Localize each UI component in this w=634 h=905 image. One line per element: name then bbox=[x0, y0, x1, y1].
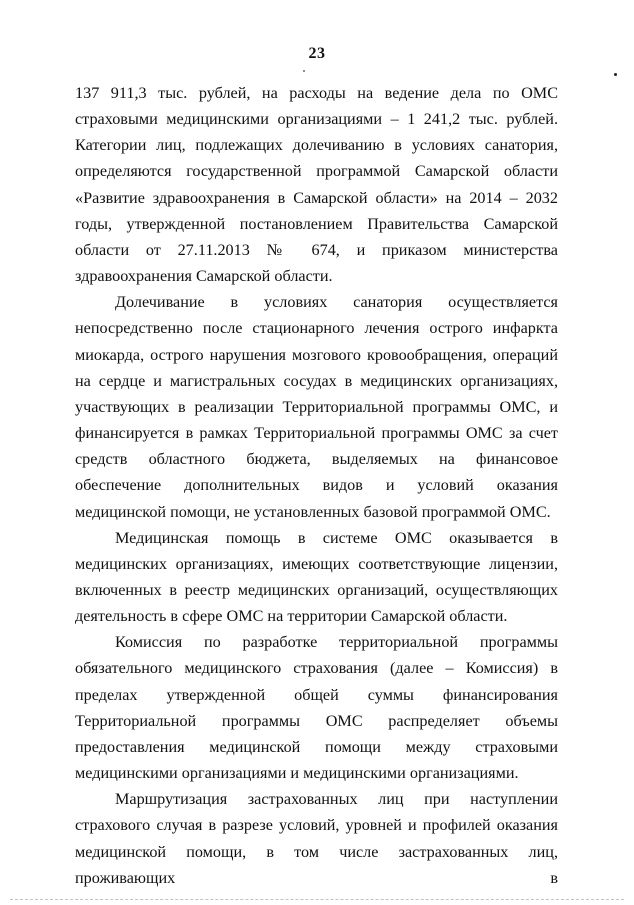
paragraph: 137 911,3 тыс. рублей, на расходы на ведение дела по ОМС страховыми медицинскими организациями – 1 241,2 тыс. рублей. Категории лиц, подлежащих долечиванию в условиях санатория, определяются государственной программой Самарской области «Развитие здравоохранения в Самарской области» на 2014 – 2032 годы, утвержденной постановлением Правительства Самарской области от 27.11.2013 № 674, и приказом министерства здравоохранения Самарской области. bbox=[75, 84, 558, 286]
paragraph: Комиссия по разработке территориальной программы обязательного медицинского страхования (далее – Комиссия) в пределах утвержденной общей суммы финансирования Территориальной программы ОМС распределяет объемы предоставления медицинской помощи между страховыми медицинскими организациями и медицинскими организациями. bbox=[75, 633, 558, 783]
document-body bbox=[75, 80, 558, 891]
scan-speck bbox=[303, 70, 305, 72]
page-edge-rule bbox=[10, 899, 624, 900]
paragraph: Маршрутизация застрахованных лиц при наступлении страхового случая в разрезе условий, уровней и профилей оказания медицинской помощи, в том числе застрахованных лиц, проживающих в bbox=[75, 790, 558, 887]
scan-speck bbox=[614, 73, 617, 76]
paragraph: Медицинская помощь в системе ОМС оказывается в медицинских организациях, имеющих соответствующие лицензии, включенных в реестр медицинских организаций, осуществляющих деятельность в сфере ОМС на территории Самарской области. bbox=[75, 528, 558, 626]
paragraph: Долечивание в условиях санатория осуществляется непосредственно после стационарного лечения острого инфаркта миокарда, острого нарушения мозгового кровообращения, операций на сердце и магистральных сосудах в медицинских организациях, участвующих в реализации Территориальной программы ОМС, и финансируется в рамках Территориальной программы ОМС за счет средств областного бюджета, выделяемых на финансовое обеспечение дополнительных видов и условий оказания медицинской помощи, не установленных базовой программой ОМС. bbox=[75, 293, 558, 521]
page-number: 23 bbox=[308, 45, 326, 62]
